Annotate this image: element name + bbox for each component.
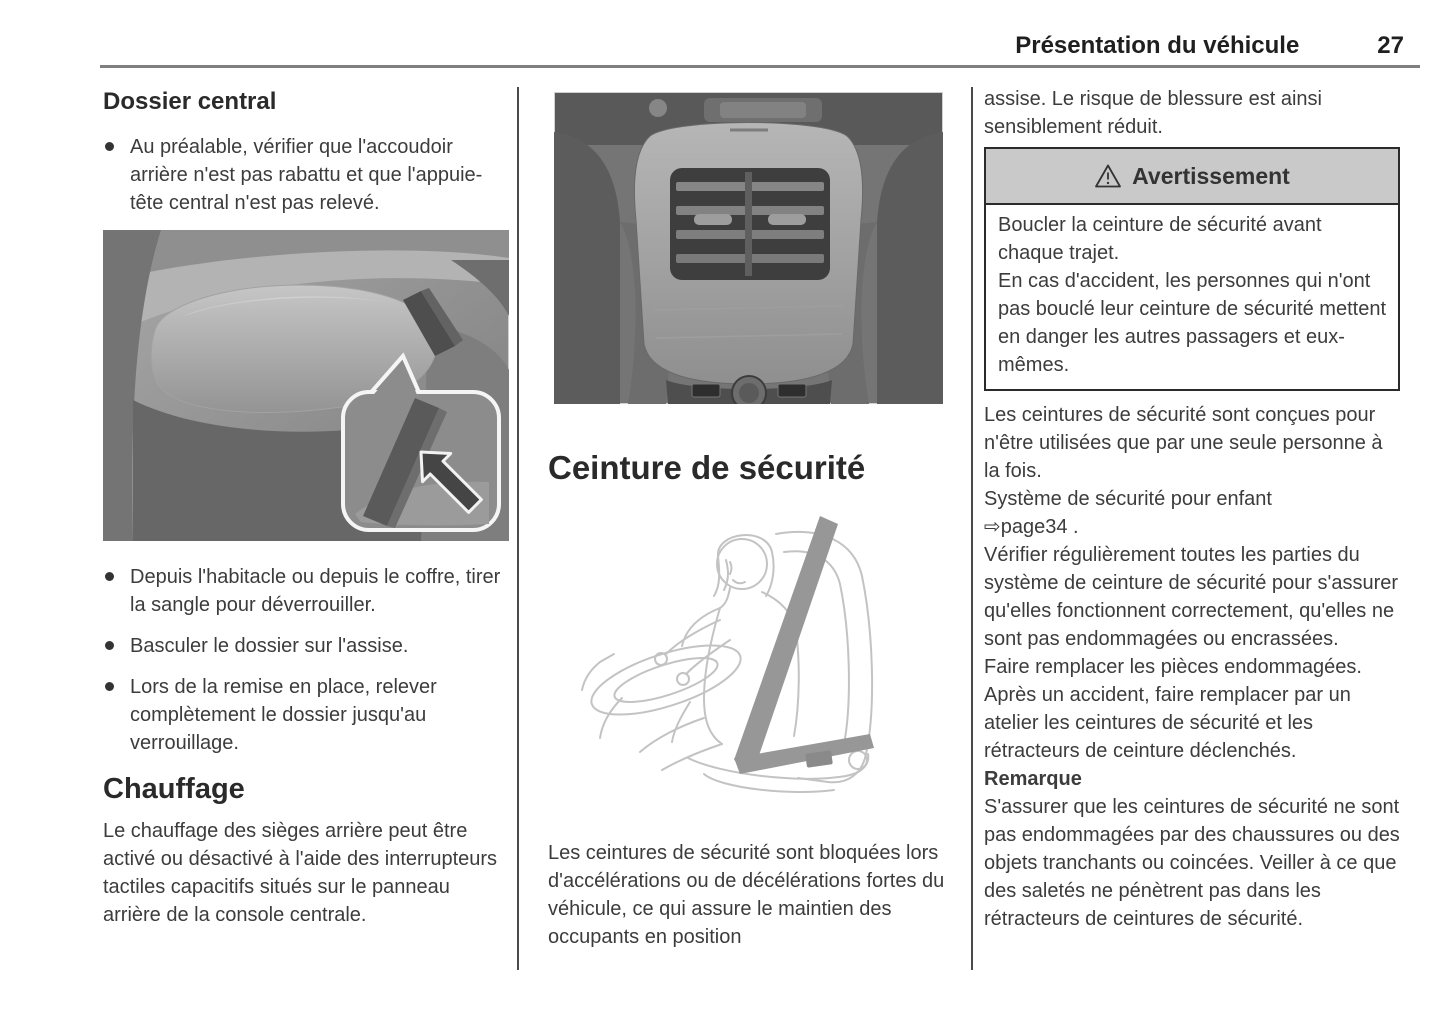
bullet-text: Basculer le dossier sur l'assise. [130, 635, 409, 657]
warning-box-header [986, 149, 1398, 205]
rear-armrest-strap-illustration [103, 230, 509, 541]
warning-box [984, 147, 1400, 391]
bullet-text: Au préalable, vérifier que l'accoudoir arrière n'est pas rabattu et que l'appuie-tête central n'est pas relevé. [130, 136, 483, 214]
rear-console-vents-graphic [554, 92, 943, 404]
bullet-item [103, 133, 509, 217]
warning-triangle-icon [1094, 163, 1122, 189]
column-divider-left [517, 87, 519, 970]
warning-box-body [986, 205, 1398, 389]
page-header [100, 32, 1420, 60]
xref-intro-text: Système de sécurité pour enfant [984, 488, 1272, 510]
column-right [984, 85, 1400, 933]
warning-paragraph: En cas d'accident, les personnes qui n'ont pas bouclé leur ceinture de sécurité mettent en danger les autres passagers et eux-mêmes. [998, 270, 1386, 376]
continuation-paragraph: assise. Le risque de blessure est ainsi sensiblement réduit. [984, 88, 1322, 138]
heading-ceinture-de-securite: Ceinture de sécurité [548, 449, 866, 486]
column-left [103, 85, 509, 929]
body-paragraph: Vérifier régulièrement toutes les parties du système de ceinture de sécurité pour s'assurer qu'elles fonctionnent correctement, qu'elles ne sont pas endommagées ou encrassées. [984, 544, 1399, 650]
bullet-dot-icon [105, 572, 114, 581]
bullet-text: Lors de la remise en place, relever complètement le dossier jusqu'au verrouillage. [130, 676, 437, 754]
seatbelt-paragraph: Les ceintures de sécurité sont bloquées lors d'accélérations ou de décélérations fortes du véhicule, ce qui assure le maintien des occupants en position [548, 842, 945, 948]
bullet-item [103, 563, 509, 619]
column-center [548, 85, 950, 951]
bullet-dot-icon [105, 641, 114, 650]
rear-console-vents-photo [554, 92, 943, 404]
bullet-item [103, 673, 509, 757]
driver-seatbelt-graphic [570, 512, 915, 801]
bullet-dot-icon [105, 682, 114, 691]
heading-dossier-central: Dossier central [103, 88, 277, 115]
header-rule [100, 65, 1420, 68]
page-number: 27 [1377, 32, 1404, 59]
body-paragraph: Faire remplacer les pièces endommagées. Après un accident, faire remplacer par un atelier les ceintures de sécurité et les rétracteurs de ceinture déclenchés. [984, 656, 1362, 762]
xref-paragraph [984, 485, 1400, 541]
warning-title: Avertissement [1132, 163, 1290, 189]
page-reference-link[interactable]: ⇨page34 [984, 516, 1068, 538]
body-paragraph: Les ceintures de sécurité sont conçues pour n'être utilisées que par une seule personne à la fois. [984, 404, 1383, 482]
note-label: Remarque [984, 768, 1082, 790]
bullet-text: Depuis l'habitacle ou depuis le coffre, tirer la sangle pour déverrouiller. [130, 566, 501, 616]
warning-paragraph: Boucler la ceinture de sécurité avant chaque trajet. [998, 214, 1322, 264]
bullet-dot-icon [105, 142, 114, 151]
bullet-item [103, 632, 509, 660]
bullet-list-steps [103, 563, 509, 757]
driver-seatbelt-illustration [570, 512, 915, 801]
page-title: Présentation du véhicule [1015, 32, 1300, 59]
column-divider-right [971, 87, 973, 970]
chauffage-paragraph: Le chauffage des sièges arrière peut être activé ou désactivé à l'aide des interrupteurs tactiles capacitifs situés sur le panneau arrière de la console centrale. [103, 820, 498, 926]
note-paragraph: S'assurer que les ceintures de sécurité ne sont pas endommagées par des chaussures ou des objets tranchants ou coincées. Veiller à ce que des saletés ne pénètrent pas dans les rétracteurs de ceintures de sécurité. [984, 796, 1400, 930]
heading-chauffage: Chauffage [103, 773, 245, 805]
xref-suffix-text: . [1067, 516, 1079, 538]
rear-armrest-strap-graphic [103, 230, 509, 541]
bullet-list-intro [103, 133, 509, 217]
